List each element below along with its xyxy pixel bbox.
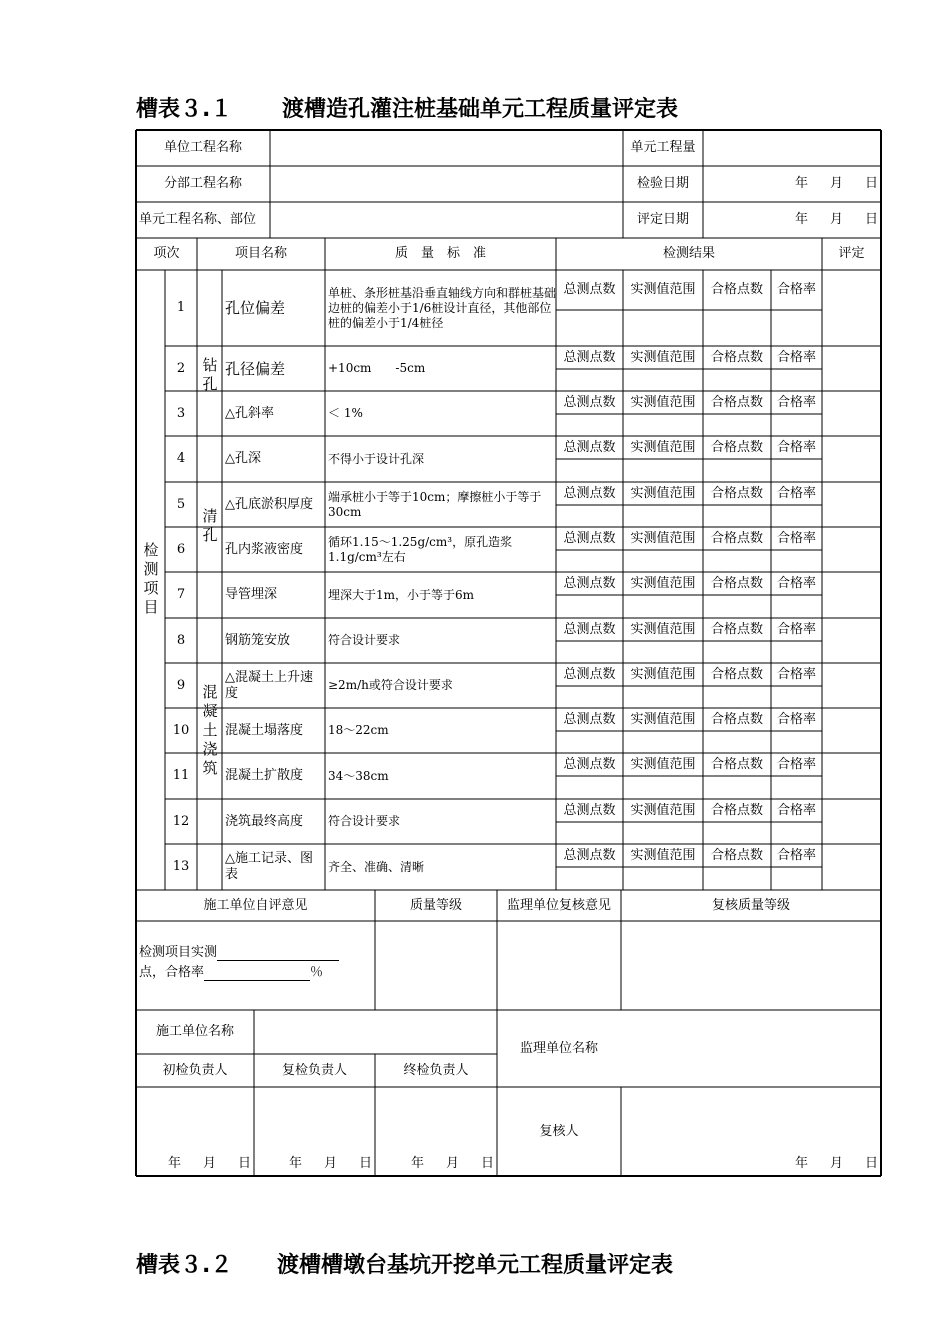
- row-number: 1: [176, 300, 186, 315]
- result-header-range: 实测值范围: [630, 282, 696, 297]
- row-quality-standard: 不得小于设计孔深: [328, 451, 425, 466]
- row-quality-standard: 端承桩小于等于10cm；摩擦桩小于等于30cm: [328, 489, 542, 519]
- result-header-range: 实测值范围: [630, 530, 696, 546]
- row-quality-standard: ≥2m/h或符合设计要求: [328, 678, 453, 692]
- first-inspector-date: [136, 1152, 254, 1176]
- label-first-inspector: 初检负责人: [162, 1062, 228, 1078]
- result-header-range: 实测值范围: [630, 711, 696, 727]
- row-number: 7: [176, 587, 186, 602]
- result-header-rate: 合格率: [776, 621, 816, 637]
- result-header-pass: 合格点数: [710, 282, 763, 297]
- label-self-eval: 施工单位自评意见: [203, 897, 308, 913]
- result-header-pass: 合格点数: [710, 756, 763, 772]
- measured-prefix: 检测项目实测: [139, 945, 218, 960]
- pass-rate-blank[interactable]: [204, 967, 310, 981]
- result-header-total: 总测点数: [563, 666, 616, 682]
- row-number: 11: [172, 768, 190, 783]
- result-header-rate: 合格率: [776, 666, 816, 682]
- label-second-inspector: 复检负责人: [281, 1062, 347, 1078]
- result-header-rate: 合格率: [776, 802, 816, 818]
- row-number: 4: [176, 451, 186, 466]
- col-item: 项目名称: [234, 246, 287, 261]
- final-inspector-date: [375, 1152, 497, 1176]
- group-label-clean: 清孔: [200, 508, 219, 546]
- result-header-total: 总测点数: [563, 802, 616, 818]
- result-header-rate: 合格率: [776, 575, 816, 591]
- group-label-pour: 混凝土浇筑: [200, 683, 219, 779]
- col-rating: 评定: [838, 246, 865, 261]
- label-supervisor-review: 监理单位复核意见: [506, 897, 611, 913]
- result-header-range: 实测值范围: [630, 349, 696, 365]
- label-reviewer: 复核人: [539, 1123, 579, 1139]
- date-m: 月: [829, 176, 843, 191]
- row-item-name: 孔径偏差: [225, 359, 286, 378]
- row-number: 12: [172, 813, 190, 829]
- row-item-name: △孔深: [225, 451, 261, 466]
- form-code: 槽表３.２: [136, 1253, 233, 1278]
- row-quality-standard: 埋深大于1m，小于等于6m: [328, 587, 475, 602]
- row-quality-standard: 单桩、条形桩基沿垂直轴线方向和群桩基础边桩的偏差小于1/6桩设计直径，其他部位桩的偏差小于1/4桩径: [328, 285, 556, 330]
- result-header-total: 总测点数: [563, 530, 616, 546]
- row-quality-standard: 18～22cm: [328, 723, 389, 737]
- col-result: 检测结果: [662, 246, 715, 261]
- row-number: 10: [172, 722, 190, 738]
- result-header-total: 总测点数: [563, 847, 616, 863]
- result-header-range: 实测值范围: [630, 394, 696, 410]
- result-header-total: 总测点数: [563, 349, 616, 365]
- result-header-rate: 合格率: [776, 394, 816, 410]
- result-header-total: 总测点数: [563, 575, 616, 591]
- result-header-total: 总测点数: [563, 282, 616, 297]
- result-header-pass: 合格点数: [710, 439, 763, 455]
- result-header-total: 总测点数: [563, 439, 616, 455]
- row-item-name: 混凝土扩散度: [225, 768, 304, 783]
- label-contractor: 施工单位名称: [155, 1024, 234, 1039]
- result-header-range: 实测值范围: [630, 666, 696, 682]
- row-item-name: 浇筑最终高度: [225, 813, 304, 829]
- label-assess-date: 评定日期: [636, 212, 689, 227]
- row-item-name: 导管埋深: [225, 587, 278, 602]
- label-quality-grade: 质量等级: [409, 897, 462, 913]
- result-header-rate: 合格率: [776, 282, 816, 297]
- form-title-3-2: [136, 1248, 673, 1279]
- row-number: 9: [176, 677, 186, 693]
- col-standard: 质 量 标 准: [394, 246, 486, 261]
- label-sub-project: 分部工程名称: [163, 176, 242, 191]
- date-m: 月: [829, 1156, 843, 1171]
- measured-suffix: 点，合格率: [139, 965, 205, 980]
- form-name: 渡槽槽墩台基坑开挖单元工程质量评定表: [277, 1253, 674, 1278]
- second-inspector-date: [254, 1152, 375, 1176]
- result-header-rate: 合格率: [776, 530, 816, 546]
- date-y: 年: [794, 1156, 808, 1171]
- form-name: 渡槽造孔灌注桩基础单元工程质量评定表: [282, 97, 679, 122]
- row-number: 6: [176, 541, 186, 557]
- date-y: 年: [794, 212, 808, 227]
- inspect-date-value: [703, 166, 881, 202]
- date-d: 日: [237, 1156, 251, 1171]
- group-label-inspection: 检测项目: [141, 542, 160, 618]
- row-item-name: △孔底淤积厚度: [225, 496, 313, 512]
- result-header-range: 实测值范围: [630, 756, 696, 772]
- result-header-total: 总测点数: [563, 711, 616, 727]
- date-m: 月: [829, 212, 843, 227]
- result-header-range: 实测值范围: [630, 847, 696, 863]
- date-d: 日: [864, 1156, 878, 1171]
- result-header-pass: 合格点数: [710, 530, 763, 546]
- row-item-name: 孔位偏差: [225, 299, 286, 317]
- row-item-name: △孔斜率: [225, 405, 274, 421]
- group-label-drill: 钻孔: [200, 357, 219, 395]
- row-item-name: 钢筋笼安放: [225, 632, 291, 648]
- label-inspect-date: 检验日期: [636, 176, 689, 191]
- measured-summary: [136, 921, 375, 1010]
- reviewer-date: [621, 1152, 881, 1176]
- row-number: 13: [172, 859, 190, 874]
- assess-date-value: [703, 202, 881, 238]
- row-number: 3: [176, 405, 186, 421]
- row-number: 2: [176, 360, 186, 376]
- date-d: 日: [864, 212, 878, 227]
- result-header-total: 总测点数: [563, 756, 616, 772]
- date-d: 日: [480, 1156, 494, 1171]
- row-number: 5: [176, 496, 186, 512]
- row-quality-standard: 循环1.15～1.25g/cm³，原孔造浆1.1g/cm³左右: [328, 534, 513, 564]
- result-header-rate: 合格率: [776, 711, 816, 727]
- row-quality-standard: +10cm -5cm: [328, 361, 426, 375]
- result-header-pass: 合格点数: [710, 802, 763, 818]
- date-m: 月: [202, 1156, 216, 1171]
- result-header-rate: 合格率: [776, 485, 816, 501]
- result-header-rate: 合格率: [776, 847, 816, 863]
- result-header-total: 总测点数: [563, 621, 616, 637]
- result-header-range: 实测值范围: [630, 575, 696, 591]
- row-quality-standard: ＜ 1%: [328, 406, 363, 420]
- form-code: 槽表３.１: [136, 97, 233, 122]
- form-title-3-1: [136, 92, 678, 123]
- col-seq: 项次: [153, 246, 180, 261]
- row-quality-standard: 34～38cm: [328, 768, 389, 783]
- date-d: 日: [864, 176, 878, 191]
- result-header-total: 总测点数: [563, 485, 616, 501]
- date-y: 年: [410, 1156, 424, 1171]
- result-header-pass: 合格点数: [710, 847, 763, 863]
- result-header-range: 实测值范围: [630, 802, 696, 818]
- label-review-grade: 复核质量等级: [711, 897, 790, 913]
- date-y: 年: [167, 1156, 181, 1171]
- result-header-total: 总测点数: [563, 394, 616, 410]
- result-header-rate: 合格率: [776, 439, 816, 455]
- date-y: 年: [794, 176, 808, 191]
- row-quality-standard: 符合设计要求: [328, 814, 401, 828]
- row-item-name: △施工记录、图表: [225, 851, 313, 882]
- row-item-name: 混凝土塌落度: [225, 722, 304, 738]
- result-header-pass: 合格点数: [710, 666, 763, 682]
- result-header-rate: 合格率: [776, 349, 816, 365]
- result-header-pass: 合格点数: [710, 575, 763, 591]
- label-unit-amount: 单元工程量: [630, 140, 696, 155]
- row-item-name: 孔内浆液密度: [225, 541, 304, 557]
- result-header-range: 实测值范围: [630, 485, 696, 501]
- label-final-inspector: 终检负责人: [403, 1062, 469, 1078]
- date-y: 年: [288, 1156, 302, 1171]
- row-item-name: △混凝土上升速度: [225, 669, 313, 701]
- row-quality-standard: 齐全、准确、清晰: [328, 859, 425, 874]
- result-header-pass: 合格点数: [710, 621, 763, 637]
- result-header-rate: 合格率: [776, 756, 816, 772]
- label-element-name: 单元工程名称、部位: [139, 212, 257, 227]
- label-supervisor: 监理单位名称: [519, 1040, 598, 1056]
- date-m: 月: [323, 1156, 337, 1171]
- date-m: 月: [445, 1156, 459, 1171]
- result-header-pass: 合格点数: [710, 349, 763, 365]
- row-number: 8: [176, 632, 186, 648]
- row-quality-standard: 符合设计要求: [328, 633, 401, 647]
- date-d: 日: [358, 1156, 372, 1171]
- measured-points-blank[interactable]: [217, 947, 339, 961]
- result-header-pass: 合格点数: [710, 711, 763, 727]
- result-header-pass: 合格点数: [710, 394, 763, 410]
- label-unit-project: 单位工程名称: [163, 140, 242, 155]
- percent-sign: ％: [310, 965, 324, 980]
- result-header-range: 实测值范围: [630, 439, 696, 455]
- result-header-pass: 合格点数: [710, 485, 763, 501]
- result-header-range: 实测值范围: [630, 621, 696, 637]
